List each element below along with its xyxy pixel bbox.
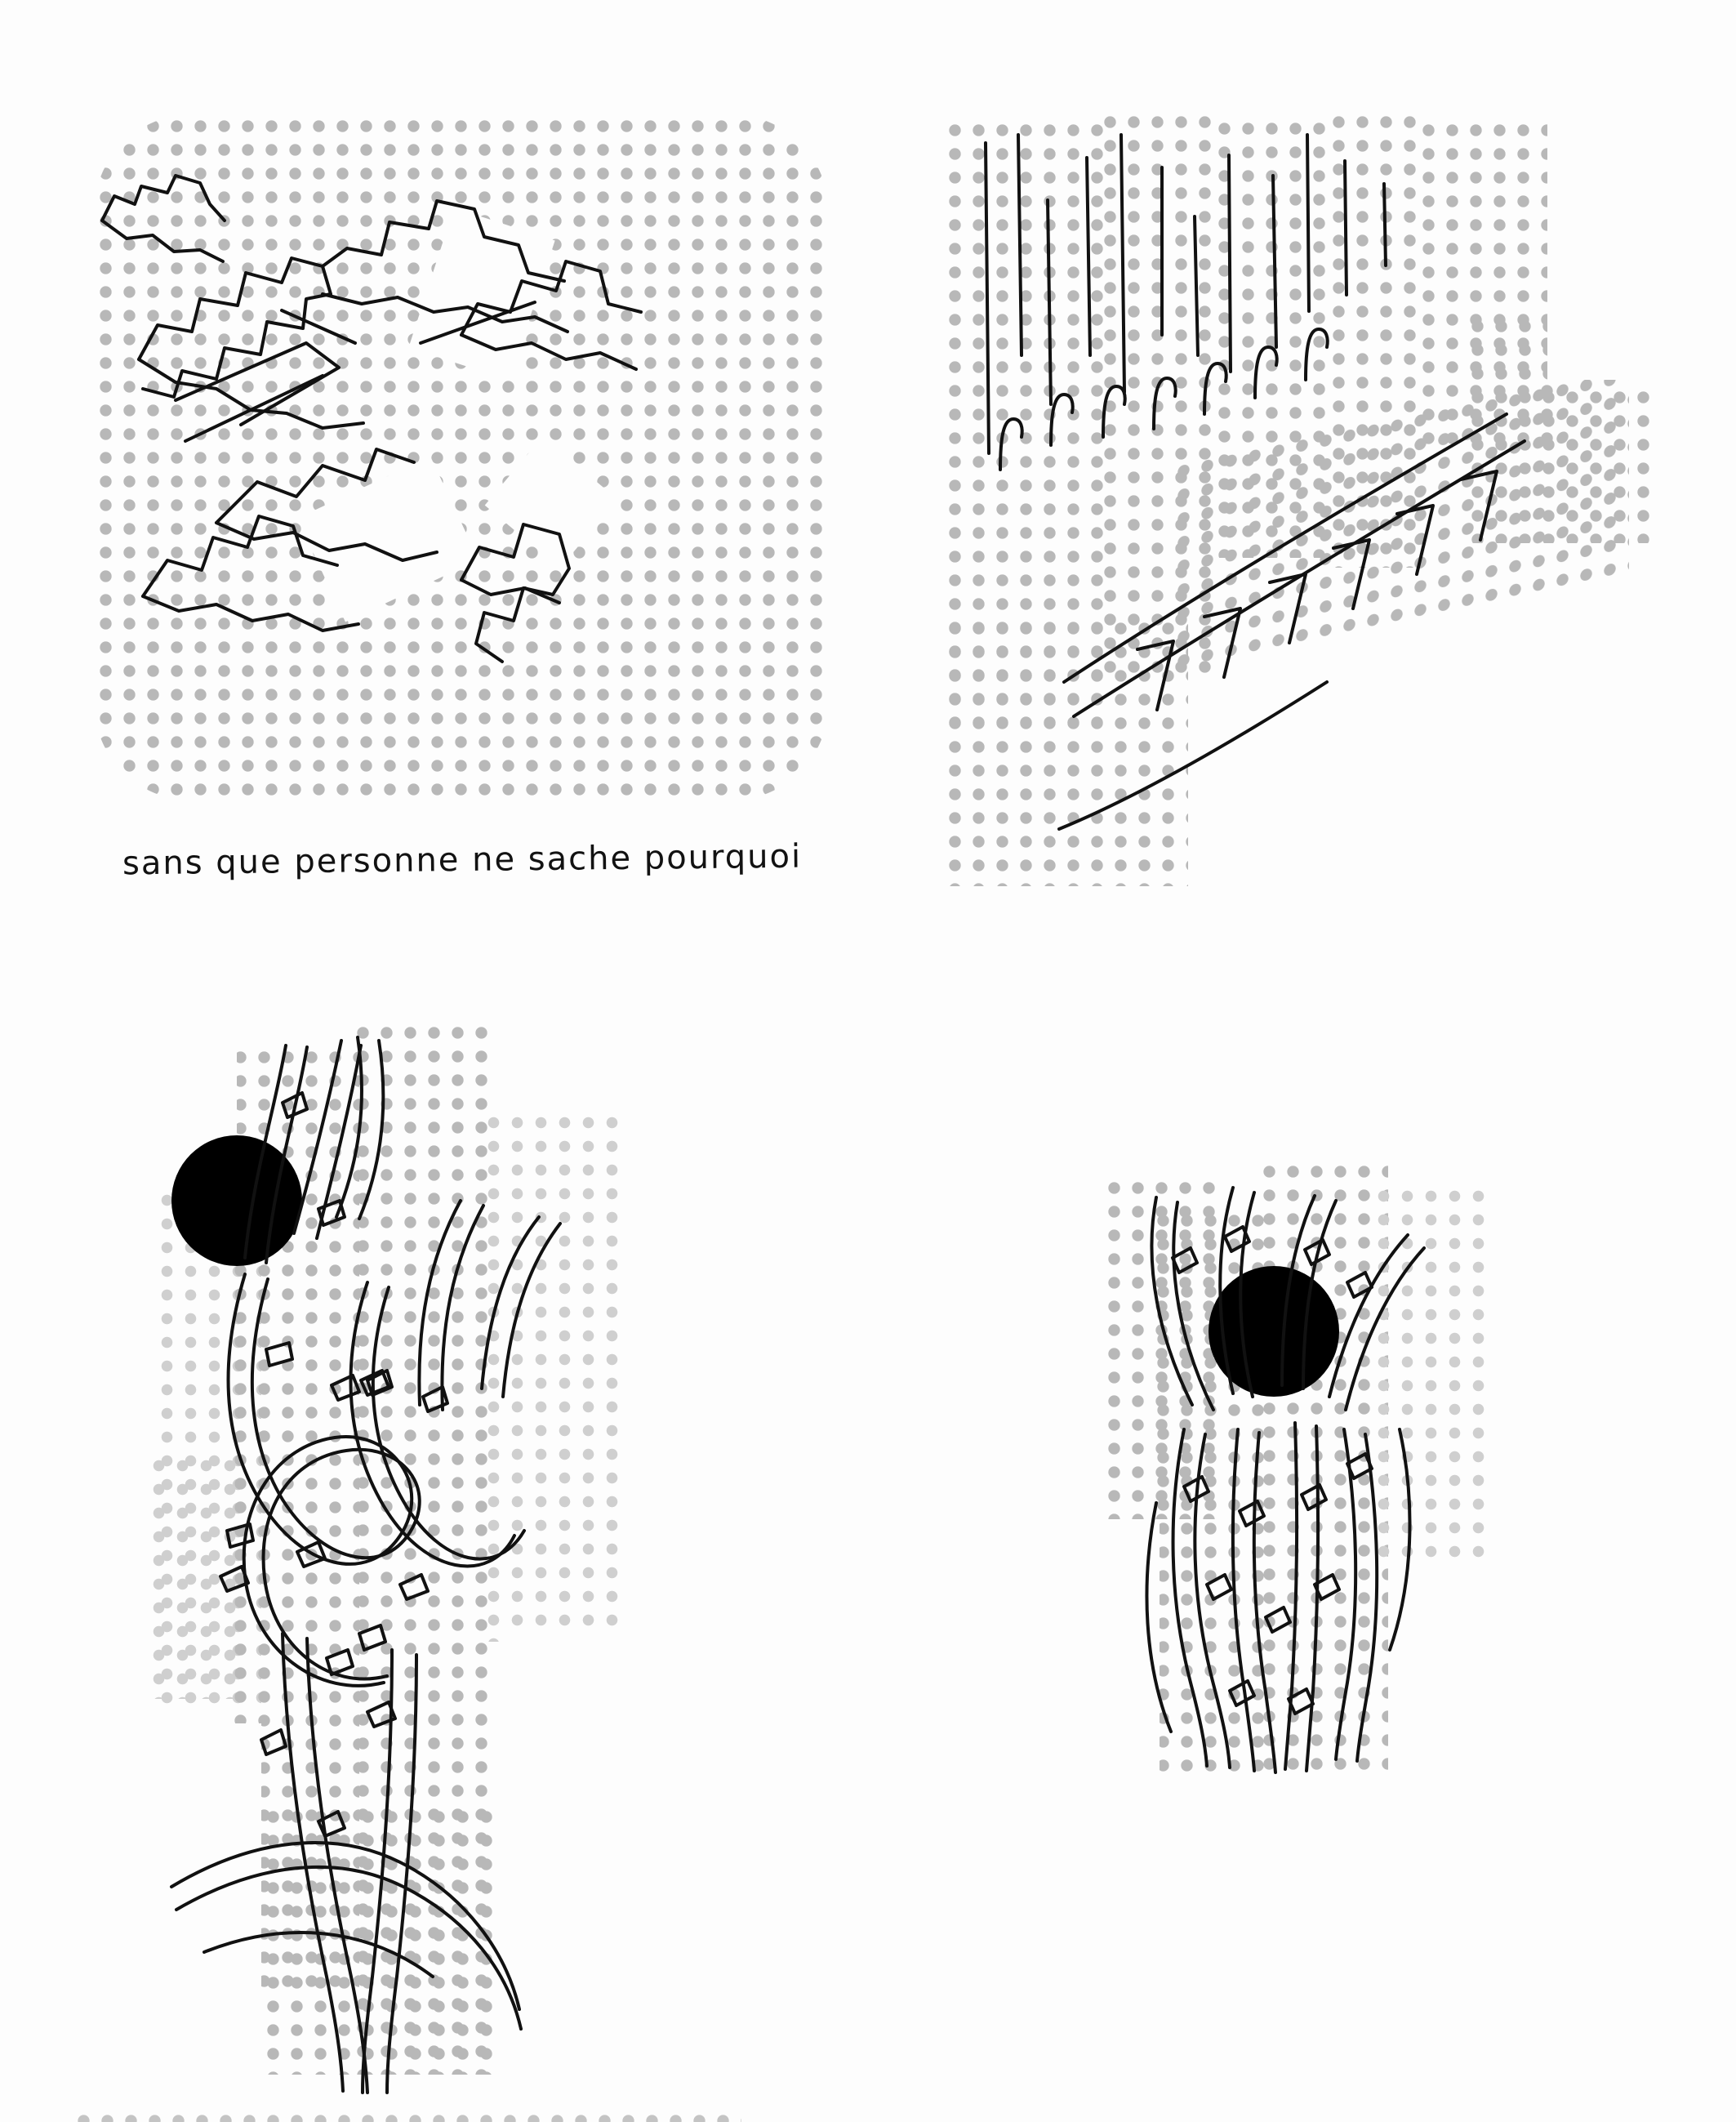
halftone-block-bl-4	[482, 1111, 621, 1642]
halftone-block-br-3	[1257, 1160, 1388, 1772]
mask-br-2	[1388, 1560, 1551, 1789]
mask-br-1	[1070, 1519, 1160, 1789]
halftone-block-tr-6	[943, 617, 1188, 898]
black-circle-bottom-left	[171, 1135, 302, 1266]
panel-bottom-left	[122, 1013, 776, 2099]
mask-bl-3	[122, 1723, 261, 2099]
mask-bl-2	[506, 1634, 784, 2099]
halftone-block-bl-5	[147, 1454, 245, 1699]
mask-tr-3	[943, 886, 1678, 1009]
panel-bottom-right	[1070, 1160, 1535, 1781]
panel-top-right	[943, 110, 1662, 996]
mask-tr-2	[1547, 110, 1678, 380]
bottom-halftone-strip	[72, 2109, 741, 2122]
black-circle-bottom-right	[1209, 1266, 1339, 1397]
panel-caption: sans que personne ne sache pourquoi	[122, 837, 803, 883]
halftone-block-br-4	[1372, 1184, 1486, 1560]
panel-top-left	[78, 98, 845, 817]
halftone-block-bl-6	[261, 1805, 498, 2075]
